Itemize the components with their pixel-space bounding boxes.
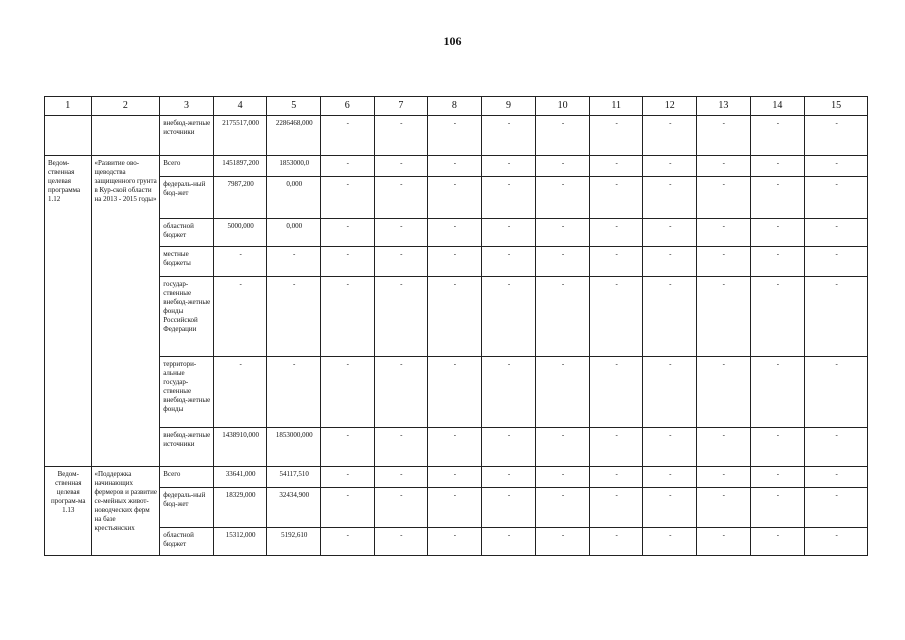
value-cell-col6: - xyxy=(320,488,374,528)
value-cell-col8: - xyxy=(428,357,482,428)
value-cell-col8: - xyxy=(428,428,482,467)
header-cell-3: 3 xyxy=(160,97,214,116)
value-cell-col15: - xyxy=(805,116,868,156)
value-cell-col9: - xyxy=(481,357,536,428)
value-cell-col12: - xyxy=(643,219,697,247)
value-cell-col8: - xyxy=(428,277,482,357)
value-cell-col6: - xyxy=(320,219,374,247)
value-cell-col10: - xyxy=(536,467,590,488)
value-cell-col7: - xyxy=(374,177,428,219)
value-cell-col15: - xyxy=(805,488,868,528)
value-cell-col14: - xyxy=(750,177,805,219)
value-cell-col5: 2286468,000 xyxy=(267,116,321,156)
value-cell-col11: - xyxy=(589,156,643,177)
table-row xyxy=(45,357,868,428)
value-cell-col11: - xyxy=(589,177,643,219)
funding-source-cell: внебюд-жетные источники xyxy=(160,428,214,467)
value-cell-col10: - xyxy=(536,116,590,156)
funding-source-cell: областной бюджет xyxy=(160,528,214,556)
value-cell-col10: - xyxy=(536,488,590,528)
value-cell-col12: - xyxy=(643,428,697,467)
header-cell-10: 10 xyxy=(536,97,590,116)
value-cell-col8: - xyxy=(428,116,482,156)
value-cell-col11: - xyxy=(589,247,643,277)
value-cell-col9: - xyxy=(481,156,536,177)
value-cell-col7: - xyxy=(374,156,428,177)
header-cell-4: 4 xyxy=(213,97,267,116)
value-cell-col9: - xyxy=(481,116,536,156)
value-cell-col9: - xyxy=(481,277,536,357)
value-cell-col14: - xyxy=(750,247,805,277)
value-cell-col6: - xyxy=(320,528,374,556)
value-cell-col10: - xyxy=(536,156,590,177)
value-cell-col10: - xyxy=(536,528,590,556)
value-cell-col7: - xyxy=(374,488,428,528)
table-row xyxy=(45,277,868,357)
table-row xyxy=(45,467,868,488)
value-cell-col12: - xyxy=(643,488,697,528)
table-row xyxy=(45,156,868,177)
value-cell-col14: - xyxy=(750,528,805,556)
value-cell-col9: - xyxy=(481,428,536,467)
value-cell-col5: 32434,900 xyxy=(267,488,321,528)
value-cell-col15: - xyxy=(805,528,868,556)
header-cell-14: 14 xyxy=(750,97,805,116)
value-cell-col7: - xyxy=(374,247,428,277)
value-cell-col13: - xyxy=(697,177,751,219)
value-cell-col11: - xyxy=(589,528,643,556)
value-cell-col9: - xyxy=(481,247,536,277)
funding-source-cell: государ-ственные внебюд-жетные фонды Российской Федерации xyxy=(160,277,214,357)
value-cell-col11: - xyxy=(589,467,643,488)
funding-source-cell: Всего xyxy=(160,467,214,488)
value-cell-col9: - xyxy=(481,467,536,488)
funding-source-cell: внебюд-жетные источники xyxy=(160,116,214,156)
value-cell-col13: - xyxy=(697,277,751,357)
value-cell-col13: - xyxy=(697,488,751,528)
funding-source-cell: федераль-ный бюд-жет xyxy=(160,177,214,219)
header-cell-8: 8 xyxy=(428,97,482,116)
value-cell-col12: - xyxy=(643,528,697,556)
value-cell-col5: 5192,610 xyxy=(267,528,321,556)
value-cell-col8: - xyxy=(428,467,482,488)
value-cell-col5: - xyxy=(267,357,321,428)
program-name-cell: «Развитие ово-щеводства защищенного грунта в Кур-ской области на 2013 - 2015 годы» xyxy=(91,156,160,467)
value-cell-col8: - xyxy=(428,219,482,247)
value-cell-col13: - xyxy=(697,428,751,467)
value-cell-col11: - xyxy=(589,116,643,156)
header-row xyxy=(45,97,868,116)
value-cell-col14: - xyxy=(750,277,805,357)
value-cell-col11: - xyxy=(589,357,643,428)
funding-source-cell: Всего xyxy=(160,156,214,177)
value-cell-col9: - xyxy=(481,528,536,556)
value-cell-col12: - xyxy=(643,467,697,488)
value-cell-col4: 2175517,000 xyxy=(213,116,267,156)
value-cell-col5: - xyxy=(267,247,321,277)
value-cell-col14: - xyxy=(750,219,805,247)
value-cell-col6: - xyxy=(320,177,374,219)
header-cell-2: 2 xyxy=(91,97,160,116)
funding-source-cell: областной бюджет xyxy=(160,219,214,247)
value-cell-col6: - xyxy=(320,247,374,277)
value-cell-col13: - xyxy=(697,219,751,247)
value-cell-col9: - xyxy=(481,488,536,528)
value-cell-col7: - xyxy=(374,528,428,556)
value-cell-col15: - xyxy=(805,247,868,277)
value-cell-col10: - xyxy=(536,219,590,247)
program-name-cell: «Поддержка начинающих фермеров и развитие се-мейных живот-новодческих ферм на базе крестьянских xyxy=(91,467,160,556)
value-cell-col6: - xyxy=(320,116,374,156)
value-cell-col14: - xyxy=(750,116,805,156)
value-cell-col14: - xyxy=(750,357,805,428)
value-cell-col15: - xyxy=(805,357,868,428)
value-cell-col6: - xyxy=(320,156,374,177)
value-cell-col4: 1438910,000 xyxy=(213,428,267,467)
value-cell-col13: - xyxy=(697,528,751,556)
value-cell-col4: - xyxy=(213,277,267,357)
table-row xyxy=(45,428,868,467)
value-cell-col4: 18329,000 xyxy=(213,488,267,528)
table-row xyxy=(45,247,868,277)
budget-table xyxy=(44,96,868,556)
value-cell-col12: - xyxy=(643,177,697,219)
value-cell-col4: - xyxy=(213,247,267,277)
page-number: 106 xyxy=(443,34,462,48)
value-cell-col5: 0,000 xyxy=(267,219,321,247)
value-cell-col5: 1853000,000 xyxy=(267,428,321,467)
value-cell-col10: - xyxy=(536,247,590,277)
table-row xyxy=(45,488,868,528)
program-code-cell: Ведом-ственная целевая программа 1.12 xyxy=(45,156,92,467)
value-cell-col4: 7987,200 xyxy=(213,177,267,219)
header-cell-11: 11 xyxy=(589,97,643,116)
header-cell-7: 7 xyxy=(374,97,428,116)
program-code-cell xyxy=(45,116,92,156)
header-cell-13: 13 xyxy=(697,97,751,116)
program-name-cell xyxy=(91,116,160,156)
value-cell-col12: - xyxy=(643,357,697,428)
value-cell-col15: - xyxy=(805,156,868,177)
value-cell-col6: - xyxy=(320,277,374,357)
header-cell-6: 6 xyxy=(320,97,374,116)
header-cell-1: 1 xyxy=(45,97,92,116)
value-cell-col12: - xyxy=(643,247,697,277)
value-cell-col8: - xyxy=(428,177,482,219)
value-cell-col7: - xyxy=(374,277,428,357)
value-cell-col15: - xyxy=(805,177,868,219)
value-cell-col11: - xyxy=(589,428,643,467)
value-cell-col8: - xyxy=(428,488,482,528)
header-cell-9: 9 xyxy=(481,97,536,116)
funding-source-cell: федераль-ный бюд-жет xyxy=(160,488,214,528)
value-cell-col13: - xyxy=(697,357,751,428)
value-cell-col6: - xyxy=(320,428,374,467)
value-cell-col6: - xyxy=(320,357,374,428)
value-cell-col4: 33641,000 xyxy=(213,467,267,488)
budget-table-body xyxy=(45,97,868,556)
header-cell-15: 15 xyxy=(805,97,868,116)
table-row xyxy=(45,219,868,247)
value-cell-col12: - xyxy=(643,277,697,357)
value-cell-col15: - xyxy=(805,428,868,467)
value-cell-col11: - xyxy=(589,219,643,247)
table-row xyxy=(45,528,868,556)
value-cell-col7: - xyxy=(374,219,428,247)
value-cell-col13: - xyxy=(697,156,751,177)
table-row xyxy=(45,116,868,156)
value-cell-col8: - xyxy=(428,247,482,277)
value-cell-col7: - xyxy=(374,116,428,156)
value-cell-col10: - xyxy=(536,428,590,467)
value-cell-col5: 54117,510 xyxy=(267,467,321,488)
value-cell-col8: - xyxy=(428,156,482,177)
value-cell-col4: 5000,000 xyxy=(213,219,267,247)
value-cell-col13: - xyxy=(697,116,751,156)
header-cell-5: 5 xyxy=(267,97,321,116)
value-cell-col14: - xyxy=(750,156,805,177)
header-cell-12: 12 xyxy=(643,97,697,116)
value-cell-col4: 1451897,200 xyxy=(213,156,267,177)
value-cell-col4: - xyxy=(213,357,267,428)
value-cell-col12: - xyxy=(643,156,697,177)
value-cell-col15: - xyxy=(805,467,868,488)
value-cell-col14: - xyxy=(750,428,805,467)
value-cell-col5: 0,000 xyxy=(267,177,321,219)
value-cell-col7: - xyxy=(374,467,428,488)
value-cell-col13: - xyxy=(697,467,751,488)
value-cell-col14: - xyxy=(750,488,805,528)
program-code-cell: Ведом-ственная целевая програм-ма 1.13 xyxy=(45,467,92,556)
funding-source-cell: местные бюджеты xyxy=(160,247,214,277)
table-row xyxy=(45,177,868,219)
value-cell-col6: - xyxy=(320,467,374,488)
value-cell-col11: - xyxy=(589,488,643,528)
funding-source-cell: территори-альные государ-ственные внебюд-жетные фонды xyxy=(160,357,214,428)
value-cell-col13: - xyxy=(697,247,751,277)
value-cell-col12: - xyxy=(643,116,697,156)
value-cell-col5: - xyxy=(267,277,321,357)
value-cell-col8: - xyxy=(428,528,482,556)
value-cell-col9: - xyxy=(481,219,536,247)
value-cell-col7: - xyxy=(374,357,428,428)
value-cell-col15: - xyxy=(805,219,868,247)
value-cell-col10: - xyxy=(536,177,590,219)
value-cell-col10: - xyxy=(536,357,590,428)
value-cell-col5: 1853000,0 xyxy=(267,156,321,177)
value-cell-col15: - xyxy=(805,277,868,357)
value-cell-col9: - xyxy=(481,177,536,219)
value-cell-col10: - xyxy=(536,277,590,357)
value-cell-col4: 15312,000 xyxy=(213,528,267,556)
value-cell-col11: - xyxy=(589,277,643,357)
value-cell-col14: - xyxy=(750,467,805,488)
value-cell-col7: - xyxy=(374,428,428,467)
